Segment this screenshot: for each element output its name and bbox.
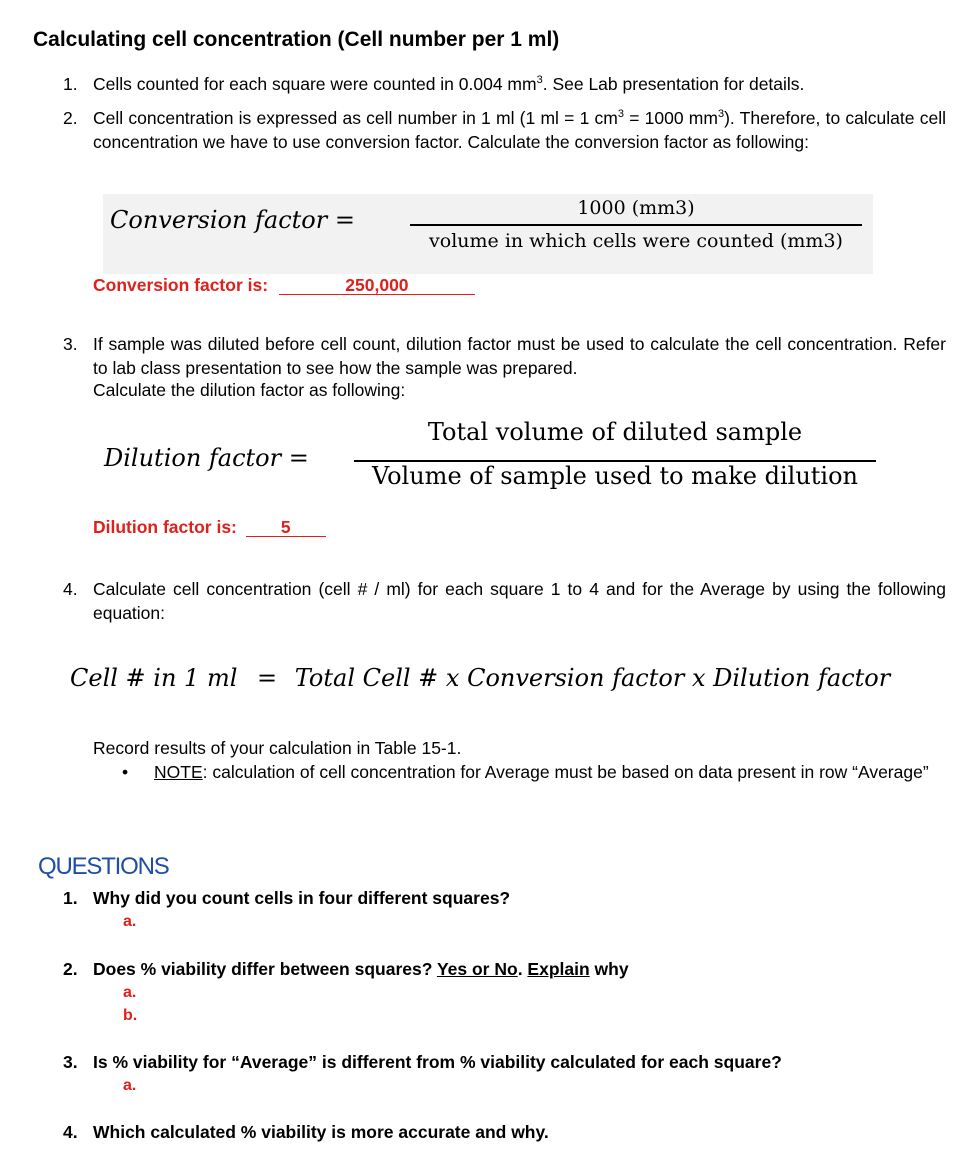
- question-2-answer-a[interactable]: a.: [123, 984, 137, 1001]
- dilution-denominator: Volume of sample used to make dilution: [371, 462, 859, 490]
- conversion-answer-blank[interactable]: 250,000: [279, 276, 475, 295]
- dilution-formula-lhs: Dilution factor =: [104, 444, 309, 472]
- question-1-number: 1.: [63, 888, 78, 908]
- question-4-text: Which calculated % viability is more accurate and why.: [93, 1122, 549, 1142]
- step-1-number: 1.: [63, 74, 78, 94]
- question-2-number: 2.: [63, 959, 78, 979]
- cell-concentration-equation: Cell # in 1 ml = Total Cell # x Conversion factor x Dilution factor: [70, 664, 891, 692]
- question-3-number: 3.: [63, 1052, 78, 1072]
- step-1-text: Cells counted for each square were counted in 0.004 $mm^3$. See Lab presentation for details.: [93, 74, 805, 94]
- question-3-text: Is % viability for “Average” is different from % viability calculated for each square?: [93, 1052, 782, 1072]
- question-4-number: 4.: [63, 1122, 78, 1142]
- step-4-text: Calculate cell concentration (cell # / ml) for each square 1 to 4 and for the Average by using the following equation:: [93, 579, 946, 623]
- dilution-numerator: Total volume of diluted sample: [427, 418, 803, 446]
- step-4-number: 4.: [63, 579, 78, 599]
- question-2-answer-b[interactable]: b.: [123, 1007, 138, 1024]
- conversion-denominator: volume in which cells were counted (mm3): [429, 230, 843, 252]
- question-3-answer-a[interactable]: a.: [123, 1077, 137, 1094]
- conversion-fraction-bar: [410, 224, 862, 226]
- question-2-text: Does % viability differ between squares? Yes or No. Explain why: [93, 959, 629, 979]
- conversion-formula-lhs: Conversion factor =: [110, 206, 355, 234]
- conversion-numerator: 1000 (mm3): [577, 197, 695, 219]
- dilution-answer-blank[interactable]: 5: [246, 518, 326, 537]
- record-results-text: Record results of your calculation in Table 15-1.: [93, 738, 462, 758]
- conversion-answer: Conversion factor is: 250,000: [93, 275, 475, 296]
- step-3-text: If sample was diluted before cell count, dilution factor must be used to calculate the cell concentration. Refer to lab class presentation to see how the sample was prepared.: [93, 334, 946, 378]
- note-text: NOTE: calculation of cell concentration for Average must be based on data present in row “Average”: [154, 762, 929, 782]
- dilution-answer: Dilution factor is: 5: [93, 517, 326, 538]
- page-title: Calculating cell concentration (Cell number per 1 ml): [33, 28, 560, 51]
- question-1-answer-a[interactable]: a.: [123, 913, 137, 930]
- note-bullet: •: [122, 762, 129, 782]
- question-1-text: Why did you count cells in four different squares?: [93, 888, 511, 908]
- step-2-text: Cell concentration is expressed as cell number in 1 ml (1 ml = 1 $cm^3 = 1000$ $mm^3$). Therefore, to calculate cell concentration we have to use conversion factor. Calculate the conversion factor as following:: [93, 108, 946, 152]
- step-2-number: 2.: [63, 108, 78, 128]
- questions-heading: QUESTIONS: [38, 853, 169, 880]
- step-3-number: 3.: [63, 334, 78, 354]
- step-3-text-2: Calculate the dilution factor as following:: [93, 380, 406, 400]
